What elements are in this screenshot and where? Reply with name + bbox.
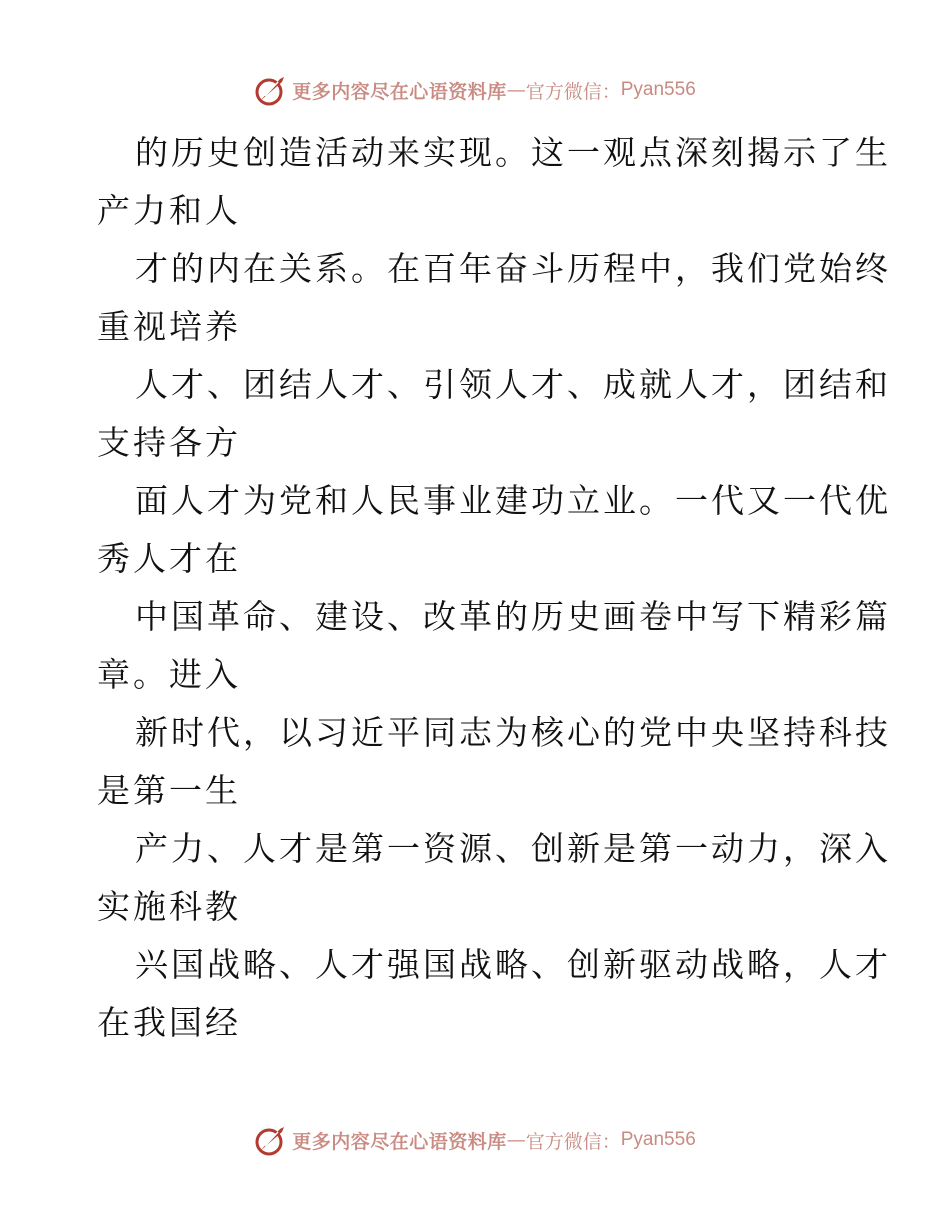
text-line: 中国革命、建设、改革的历史画卷中写下精彩篇 (135, 597, 891, 636)
header-banner (0, 70, 950, 110)
banner-separator: — (506, 1129, 526, 1151)
paragraph (97, 820, 891, 936)
banner-wechat-id: Pyan556 (620, 79, 696, 100)
text-line-wrap: 章。进入 (97, 655, 241, 694)
text-line: 新时代，以习近平同志为核心的党中央坚持科技 (135, 713, 891, 752)
banner-wechat-label: 官方微信： (525, 1130, 621, 1153)
text-line-wrap: 秀人才在 (97, 539, 241, 578)
text-line-wrap: 产力和人 (97, 191, 241, 230)
banner-wechat-label: 官方微信： (525, 80, 621, 103)
document-body (97, 124, 891, 1052)
quill-pen-logo-icon (254, 73, 288, 107)
paragraph (97, 124, 891, 240)
text-line: 产力、人才是第一资源、创新是第一动力，深入 (135, 829, 891, 868)
paragraph (97, 472, 891, 588)
text-line-wrap: 在我国经 (97, 1003, 241, 1042)
banner-main-text: 更多内容尽在心语资料库 (292, 1130, 507, 1153)
text-line: 的历史创造活动来实现。这一观点深刻揭示了生 (135, 133, 891, 172)
text-line: 面人才为党和人民事业建功立业。一代又一代优 (135, 481, 891, 520)
text-line-wrap: 是第一生 (97, 771, 241, 810)
paragraph (97, 936, 891, 1052)
paragraph (97, 240, 891, 356)
text-line: 兴国战略、人才强国战略、创新驱动战略，人才 (135, 945, 891, 984)
text-line-wrap: 重视培养 (97, 307, 241, 346)
paragraph (97, 356, 891, 472)
banner-wechat-id: Pyan556 (620, 1129, 696, 1150)
text-line-wrap: 实施科教 (97, 887, 241, 926)
text-line-wrap: 支持各方 (97, 423, 241, 462)
banner-main-text: 更多内容尽在心语资料库 (292, 80, 507, 103)
paragraph (97, 704, 891, 820)
text-line: 才的内在关系。在百年奋斗历程中，我们党始终 (135, 249, 891, 288)
paragraph (97, 588, 891, 704)
quill-pen-logo-icon (254, 1123, 288, 1157)
text-line: 人才、团结人才、引领人才、成就人才，团结和 (135, 365, 891, 404)
footer-banner (0, 1120, 950, 1160)
banner-separator: — (506, 79, 526, 101)
